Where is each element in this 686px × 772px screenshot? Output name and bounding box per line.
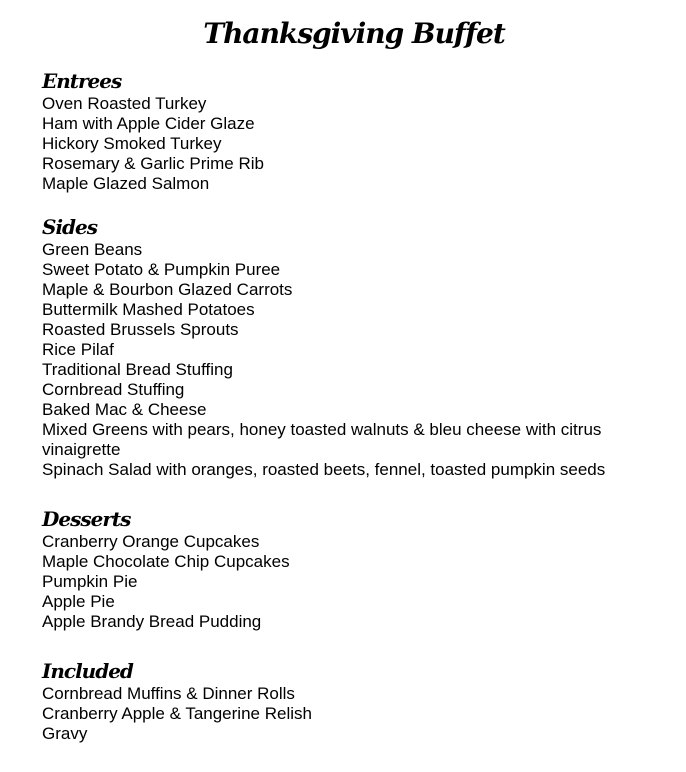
menu-item: Maple Glazed Salmon (42, 174, 210, 193)
section-heading: Entrees (42, 69, 122, 93)
menu-item: Maple Chocolate Chip Cupcakes (42, 552, 290, 571)
menu-item: Green Beans (42, 240, 143, 259)
menu-item: Oven Roasted Turkey (42, 94, 207, 113)
menu-item: Rice Pilaf (42, 340, 114, 359)
menu-item: Ham with Apple Cider Glaze (42, 114, 255, 133)
section-heading: Desserts (42, 507, 131, 531)
section-heading: Sides (42, 215, 98, 239)
menu-item: Mixed Greens with pears, honey toasted walnuts & bleu cheese with citrus vinaigrette (42, 420, 602, 459)
page-title: Thanksgiving Buffet (203, 17, 505, 50)
menu-item: Gravy (42, 724, 88, 743)
menu-item: Spinach Salad with oranges, roasted beets, fennel, toasted pumpkin seeds (42, 460, 606, 479)
menu-item: Cranberry Orange Cupcakes (42, 532, 260, 551)
menu-item: Baked Mac & Cheese (42, 400, 207, 419)
menu-item: Traditional Bread Stuffing (42, 360, 233, 379)
menu-item: Pumpkin Pie (42, 572, 138, 591)
menu-item: Cranberry Apple & Tangerine Relish (42, 704, 312, 723)
section-entrees (42, 68, 662, 194)
menu-item: Maple & Bourbon Glazed Carrots (42, 280, 293, 299)
menu-item: Hickory Smoked Turkey (42, 134, 222, 153)
section-desserts (42, 506, 662, 632)
section-sides (42, 214, 662, 480)
menu-item: Buttermilk Mashed Potatoes (42, 300, 255, 319)
section-included (42, 658, 662, 744)
menu-item: Apple Pie (42, 592, 115, 611)
menu-item: Apple Brandy Bread Pudding (42, 612, 262, 631)
menu-item: Roasted Brussels Sprouts (42, 320, 239, 339)
menu-item: Rosemary & Garlic Prime Rib (42, 154, 264, 173)
menu-item: Cornbread Stuffing (42, 380, 185, 399)
menu-item: Sweet Potato & Pumpkin Puree (42, 260, 281, 279)
menu-item: Cornbread Muffins & Dinner Rolls (42, 684, 295, 703)
section-heading: Included (42, 659, 133, 683)
